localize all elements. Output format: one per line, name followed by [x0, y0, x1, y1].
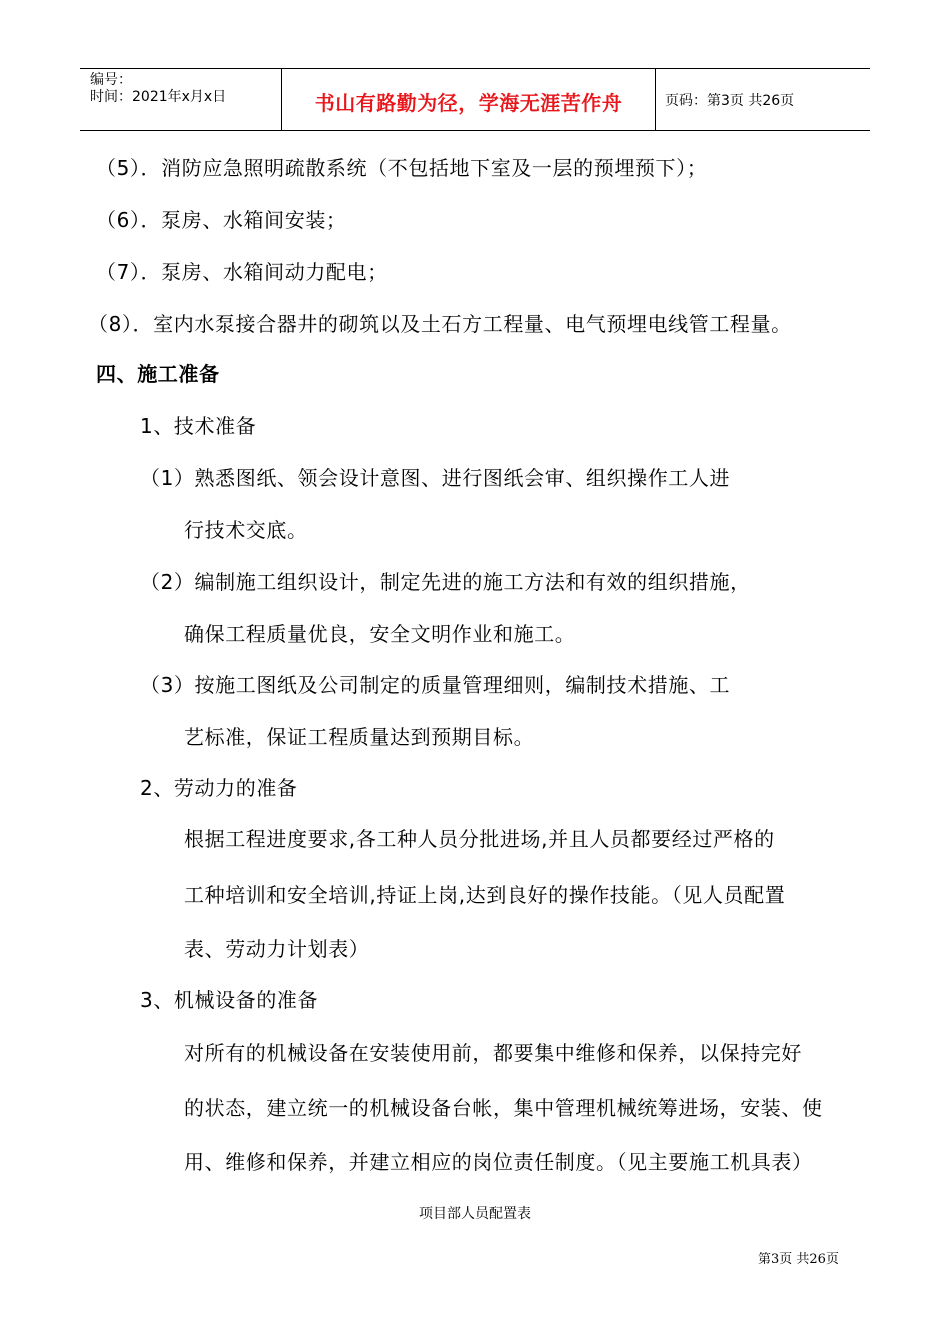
equipment-prep-line-1: 对所有的机械设备在安装使用前，都要集中维修和保养，以保持完好: [184, 1041, 802, 1065]
header-motto: 书山有路勤为径，学海无涯苦作舟: [314, 91, 623, 115]
page-header: [80, 68, 870, 131]
tech-prep-item-3-line-2: 艺标准，保证工程质量达到预期目标。: [184, 725, 535, 749]
equipment-prep-line-2: 的状态，建立统一的机械设备台帐，集中管理机械统筹进场，安装、使: [184, 1096, 823, 1120]
labor-prep-line-3: 表、劳动力计划表）: [184, 937, 370, 961]
tech-prep-item-1-line-2: 行技术交底。: [184, 518, 308, 542]
table-caption: 项目部人员配置表: [419, 1206, 531, 1222]
labor-prep-line-1: 根据工程进度要求,各工种人员分批进场,并且人员都要经过严格的: [184, 827, 775, 851]
section-heading: 四、施工准备: [96, 362, 220, 386]
tech-prep-item-2-line-1: （2）编制施工组织设计，制定先进的施工方法和有效的组织措施，: [140, 570, 751, 594]
scope-item-7: （7）．泵房、水箱间动力配电；: [96, 260, 388, 284]
header-middle-cell: [281, 69, 656, 130]
document-number-label: 编号：: [90, 72, 132, 88]
subsection-2-title: 2、劳动力的准备: [140, 776, 298, 800]
tech-prep-item-2-line-2: 确保工程质量优良，安全文明作业和施工。: [184, 622, 576, 646]
subsection-1-title: 1、技术准备: [140, 414, 257, 438]
header-page-info: 页码：第3页 共26页: [665, 93, 795, 109]
scope-item-8: （8）．室内水泵接合器井的砌筑以及土石方工程量、电气预埋电线管工程量。: [88, 312, 792, 336]
subsection-3-title: 3、机械设备的准备: [140, 988, 319, 1012]
tech-prep-item-3-line-1: （3）按施工图纸及公司制定的质量管理细则，编制技术措施、工: [140, 673, 731, 697]
page-footer: 第3页 共26页: [758, 1252, 839, 1267]
scope-item-5: （5）．消防应急照明疏散系统（不包括地下室及一层的预埋预下）；: [96, 156, 708, 180]
scope-item-6: （6）．泵房、水箱间安装；: [96, 208, 347, 232]
document-date: 时间：2021年x月x日: [90, 89, 227, 105]
equipment-prep-line-3: 用、维修和保养，并建立相应的岗位责任制度。（见主要施工机具表）: [184, 1150, 813, 1174]
tech-prep-item-1-line-1: （1）熟悉图纸、领会设计意图、进行图纸会审、组织操作工人进: [140, 466, 731, 490]
labor-prep-line-2: 工种培训和安全培训,持证上岗,达到良好的操作技能。（见人员配置: [184, 883, 786, 907]
header-left-cell: [80, 69, 280, 130]
header-right-cell: [655, 69, 870, 130]
